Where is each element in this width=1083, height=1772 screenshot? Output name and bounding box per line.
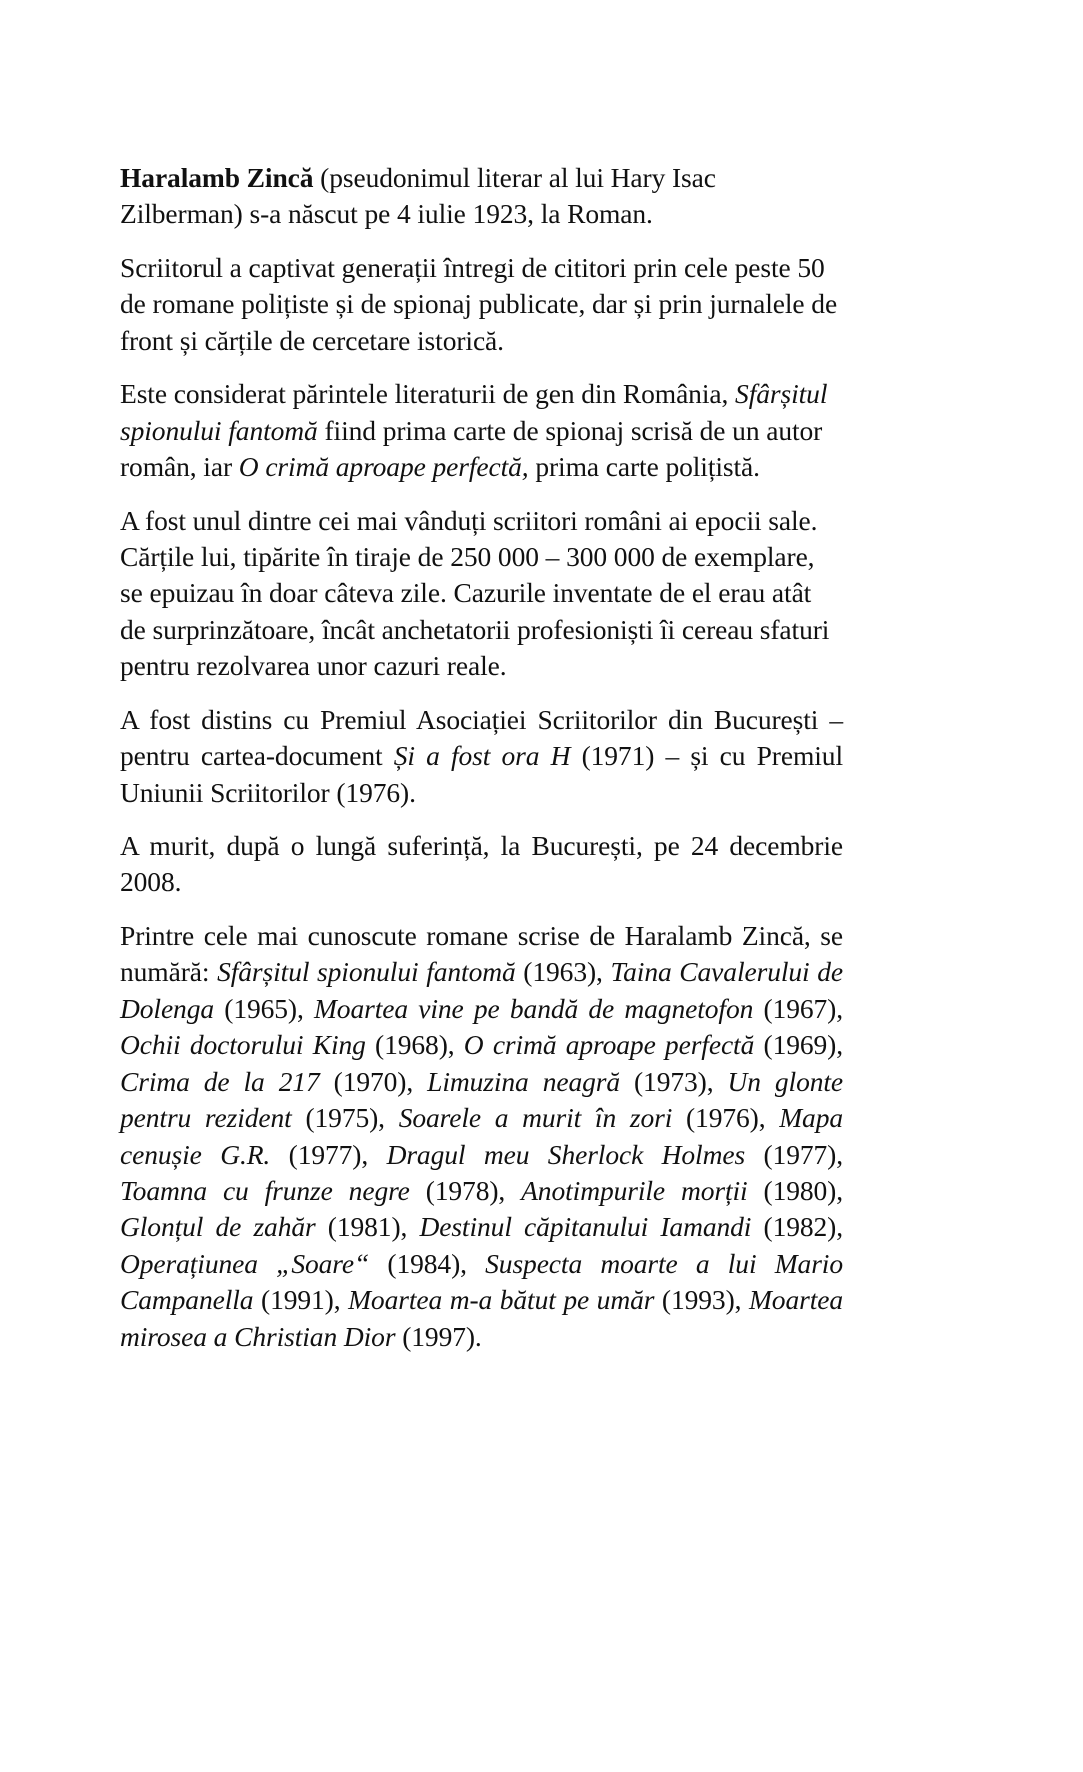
book-title-italic: Crima de la 217 [120, 1065, 320, 1097]
book-title-italic: Sfârșitul spionului fantomă [120, 378, 828, 446]
text-run: (1967), [753, 992, 843, 1024]
text-run: A murit, după o lungă suferință, la București, pe 24 decembrie 2008. [120, 830, 843, 898]
text-run: (1976), [672, 1102, 780, 1134]
text-run: Este considerat părintele literaturii de gen din România, [120, 378, 736, 410]
paragraph-p3-genre-father [120, 376, 843, 485]
book-title-italic: Limuzina neagră [427, 1065, 621, 1097]
text-run: (1977), [270, 1138, 387, 1170]
book-title-italic: Un glonte pentru rezident [120, 1065, 844, 1134]
text-run: Printre cele mai cunoscute romane scrise de Haralamb Zincă, se numără: [120, 919, 843, 988]
text-run: (1991), [253, 1284, 349, 1316]
book-title-italic: Mapa cenușie G.R. [120, 1102, 843, 1170]
paragraph-p1-biography-opening [120, 160, 843, 233]
text-run: Scriitorul a captivat generații întregi de cititori prin cele peste 50 de romane polițiste și de spionaj publicate, dar și prin jurnalele de front și cărțile de cercetare istorică. [120, 251, 838, 356]
text-run: (1984), [369, 1247, 486, 1279]
text-run: prima carte polițistă. [528, 451, 760, 483]
book-title-italic: Operațiunea „Soare“ [120, 1247, 370, 1279]
text-run: (1969), [754, 1029, 844, 1061]
text-run: (1970), [319, 1065, 428, 1097]
book-title-italic: Dragul meu Sherlock Holmes [386, 1138, 746, 1170]
book-title-italic: Sfârșitul spionului fantomă [217, 956, 516, 988]
paragraph-p4-bestseller [120, 503, 843, 685]
text-run: (1977), [745, 1138, 843, 1170]
text-run: (1982), [751, 1211, 844, 1243]
text-run: A fost distins cu Premiul Asociației Scriitorilor din București – pentru cartea-document [120, 703, 843, 772]
text-run: (1968), [365, 1029, 464, 1061]
body-text-column [120, 160, 843, 1355]
text-run: (1963), [515, 956, 611, 988]
text-run: (1975), [291, 1102, 399, 1134]
book-title-italic: Moartea vine pe bandă de magnetofon [314, 992, 754, 1024]
book-title-italic: O crimă aproape perfectă, [238, 451, 529, 483]
paragraph-p6-death [120, 828, 843, 901]
book-title-italic: Și a fost ora H [393, 740, 571, 772]
paragraph-p5-awards [120, 702, 843, 811]
text-run: (pseudonimul literar al lui Hary Isac Zilberman) s-a născut pe 4 iulie 1923, la Roman. [120, 162, 716, 230]
book-title-italic: Destinul căpitanului Iamandi [419, 1211, 752, 1243]
author-name-bold: Haralamb Zincă [120, 162, 314, 193]
text-run: (1980), [747, 1174, 843, 1206]
book-title-italic: Suspecta moarte a lui Mario Campanella [120, 1247, 843, 1316]
book-title-italic: Soarele a murit în zori [398, 1102, 673, 1134]
book-title-italic: Anotimpurile morții [521, 1174, 748, 1206]
paragraph-p2-career [120, 250, 843, 359]
book-title-italic: Taina Cavalerului de Dolenga [120, 956, 843, 1024]
book-title-italic: Moartea m-a bătut pe umăr [348, 1284, 655, 1316]
text-run: (1971) – și cu Premiul Uniunii Scriitorilor (1976). [120, 740, 843, 808]
text-run: (1981), [315, 1211, 420, 1243]
paragraph-p7-bibliography [120, 918, 843, 1355]
text-run: (1978), [409, 1174, 522, 1206]
text-run: (1993), [654, 1284, 749, 1316]
text-run: (1965), [214, 992, 314, 1024]
text-run: A fost unul dintre cei mai vânduți scriitori români ai epocii sale. Cărțile lui, tipărite în tiraje de 250 000 – 300 000 de exemplare, se epuizau în doar câteva zile. Cazurile inventate de el erau atât de surprinzătoare, încât anchetatorii profesioniști îi cereau sfaturi pentru rezolvarea unor cazuri reale. [120, 504, 830, 682]
text-run: fiind prima carte de spionaj scrisă de un autor român, iar [120, 414, 823, 483]
text-run: (1997). [395, 1320, 482, 1352]
book-title-italic: Glonțul de zahăr [120, 1211, 316, 1243]
book-title-italic: Ochii doctorului King [120, 1029, 366, 1061]
book-title-italic: Toamna cu frunze negre [120, 1174, 410, 1206]
book-title-italic: O crimă aproape perfectă [463, 1029, 755, 1061]
text-run: (1973), [620, 1065, 728, 1097]
book-title-italic: Moartea mirosea a Christian Dior [120, 1284, 844, 1352]
